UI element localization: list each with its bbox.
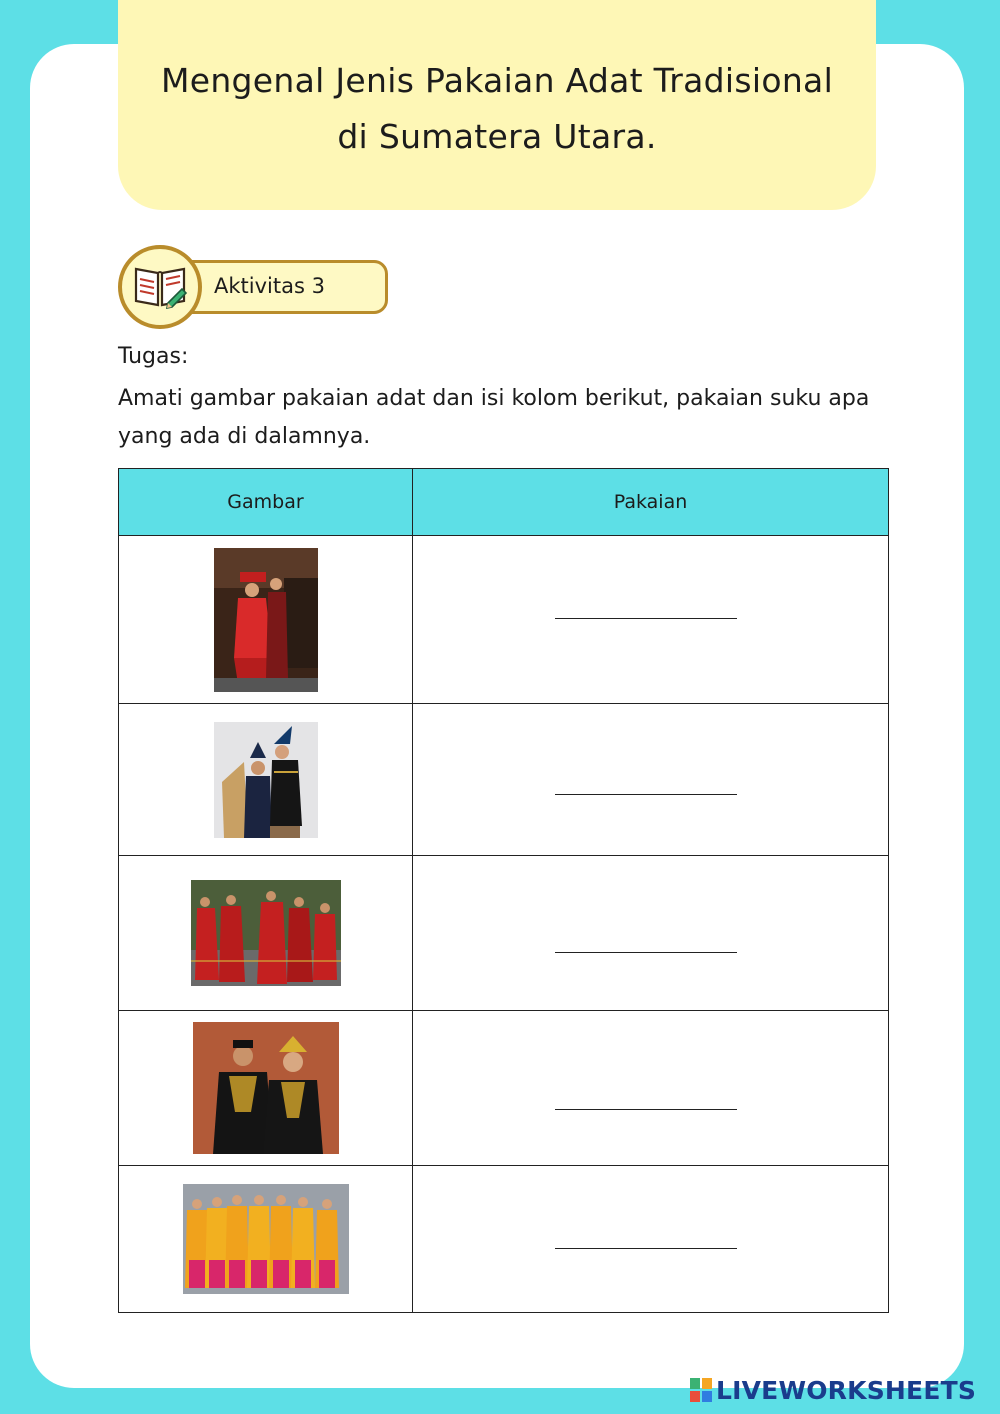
image-cell (119, 856, 413, 1011)
column-header-pakaian: Pakaian (413, 469, 889, 536)
table-row (119, 536, 889, 704)
table-row (119, 1011, 889, 1166)
orange-costume-group-photo (183, 1184, 349, 1294)
answer-blank-line[interactable] (555, 1248, 737, 1249)
image-cell (119, 1011, 413, 1166)
answer-blank-line[interactable] (555, 618, 737, 619)
answer-blank-line[interactable] (555, 794, 737, 795)
red-costume-group-photo (191, 880, 341, 986)
image-cell (119, 704, 413, 856)
answer-cell[interactable] (413, 1166, 889, 1313)
liveworksheets-brand (690, 1372, 976, 1408)
page-title: Mengenal Jenis Pakaian Adat Tradisional di Sumatera Utara. (160, 61, 834, 156)
task-label: Tugas: (118, 344, 189, 369)
table-row (119, 704, 889, 856)
image-cell (119, 1166, 413, 1313)
answer-cell[interactable] (413, 536, 889, 704)
answer-table (118, 468, 889, 1313)
table-row (119, 856, 889, 1011)
black-gold-couple-photo (193, 1022, 339, 1154)
table-row (119, 1166, 889, 1313)
answer-cell[interactable] (413, 1011, 889, 1166)
answer-cell[interactable] (413, 856, 889, 1011)
title-banner (118, 0, 876, 210)
brand-name: LIVEWORKSHEETS (716, 1375, 977, 1405)
image-cell (119, 536, 413, 704)
liveworksheets-logo-icon (690, 1378, 712, 1402)
black-costume-couple-photo (214, 722, 318, 838)
red-costume-dance-photo (214, 548, 318, 692)
table-header-row (119, 469, 889, 536)
answer-blank-line[interactable] (555, 1109, 737, 1110)
book-pencil-icon (118, 245, 202, 329)
answer-cell[interactable] (413, 704, 889, 856)
column-header-gambar: Gambar (119, 469, 413, 536)
activity-label: Aktivitas 3 (214, 274, 325, 298)
task-instruction: Amati gambar pakaian adat dan isi kolom berikut, pakaian suku apa yang ada di dalamnya. (118, 386, 870, 449)
answer-blank-line[interactable] (555, 952, 737, 953)
